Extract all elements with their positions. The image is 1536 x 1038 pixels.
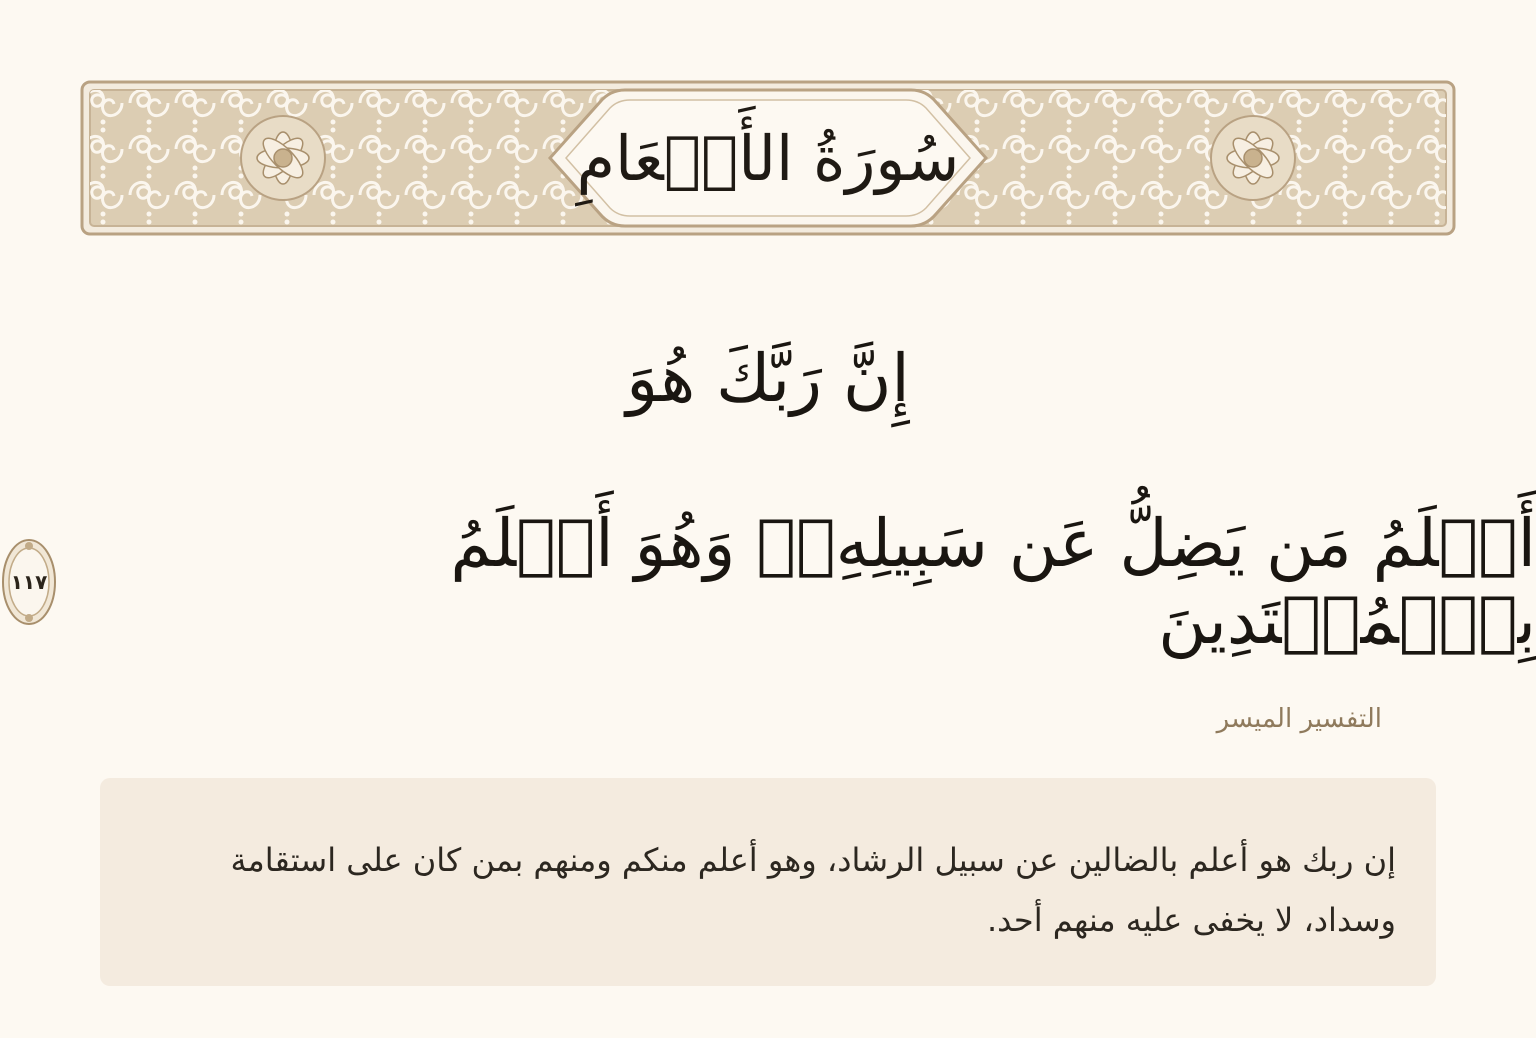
tafsir-label: التفسير الميسر [1216, 704, 1382, 734]
ayah-number-marker [0, 536, 58, 628]
tafsir-text: إن ربك هو أعلم بالضالين عن سبيل الرشاد، وهو أعلم منكم ومنهم بمن كان على استقامة وسداد، لا يخفى عليه منهم أحد. [230, 841, 1396, 939]
verse-line-2-text: أَعۡلَمُ مَن يَضِلُّ عَن سَبِيلِهِۦۖ وَهُوَ أَعۡلَمُ بِٱلۡمُهۡتَدِينَ [450, 505, 1536, 659]
verse-line-1: إِنَّ رَبَّكَ هُوَ [626, 340, 910, 417]
tafsir-box [100, 778, 1436, 986]
surah-header-banner [80, 80, 1456, 236]
verse-line-2 [0, 505, 1536, 659]
surah-title: سُورَةُ الأَنۡعَامِ [576, 121, 960, 195]
ayah-number: ١١٧ [10, 570, 48, 594]
